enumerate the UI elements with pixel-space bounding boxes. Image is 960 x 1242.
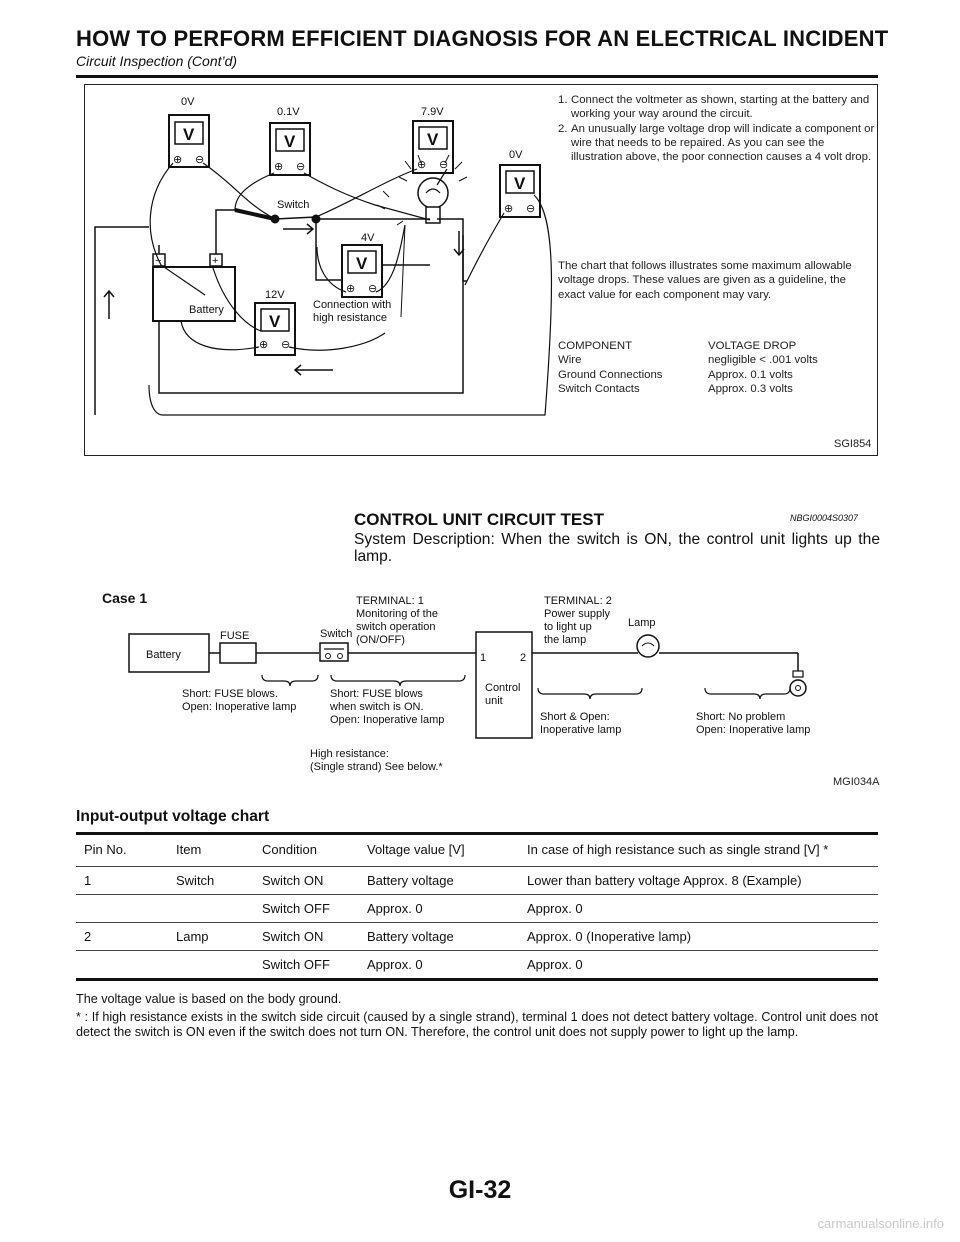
col-high-resistance: In case of high resistance such as single strand [V] * bbox=[527, 842, 829, 857]
fuse-note-line2: Open: Inoperative lamp bbox=[182, 701, 297, 713]
probe-minus-icon: ⊖ bbox=[195, 154, 205, 166]
meter-1 bbox=[169, 96, 209, 167]
cell-condition: Switch ON bbox=[262, 873, 324, 888]
instruction-step bbox=[558, 93, 876, 122]
lamp-icon bbox=[637, 635, 659, 657]
io-voltage-table bbox=[76, 832, 878, 981]
voltage-drop-instructions bbox=[558, 93, 876, 395]
high-resistance-line2: (Single strand) See below.* bbox=[310, 761, 443, 773]
table-header-row bbox=[76, 834, 878, 867]
row-component: Wire bbox=[558, 354, 582, 367]
section-reference: NBGI0004S0307 bbox=[790, 513, 859, 523]
header-rule bbox=[76, 75, 878, 78]
terminal1-line4: (ON/OFF) bbox=[356, 634, 405, 646]
cell-pin bbox=[76, 951, 168, 980]
terminal1-line3: switch operation bbox=[356, 621, 436, 633]
table-row bbox=[558, 382, 876, 396]
probe-minus-icon: ⊖ bbox=[281, 339, 291, 351]
cell-high-resistance: Approx. 0 (Inoperative lamp) bbox=[527, 929, 692, 944]
switch-note-line3: Open: Inoperative lamp bbox=[330, 714, 445, 726]
pin2-label: 2 bbox=[520, 652, 527, 664]
probe-minus-icon: ⊖ bbox=[296, 161, 306, 173]
fuse-note-line1: Short: FUSE blows. bbox=[182, 688, 278, 700]
terminal1-line2: Monitoring of the bbox=[356, 608, 438, 620]
meter-2-reading: 0.1V bbox=[277, 106, 300, 118]
switch-label: Switch bbox=[320, 628, 353, 640]
meter-2 bbox=[270, 106, 310, 175]
step-text: An unusually large voltage drop will indicate a component or wire that needs to be repaired. As you can see the illustration above, the poor connection causes a 4 volt drop. bbox=[571, 122, 875, 164]
pin1-label: 1 bbox=[480, 652, 487, 664]
battery-minus-terminal: − bbox=[155, 255, 162, 267]
col-condition: Condition bbox=[262, 842, 317, 857]
fuse-icon bbox=[220, 643, 256, 663]
terminal1-line1: TERMINAL: 1 bbox=[356, 595, 424, 607]
meter-1-reading: 0V bbox=[181, 96, 195, 108]
cell-item bbox=[168, 951, 254, 980]
probe-plus-icon: ⊕ bbox=[417, 159, 427, 171]
probe-minus-icon: ⊖ bbox=[439, 159, 449, 171]
figure-code: SGI854 bbox=[834, 438, 872, 450]
cell-voltage: Battery voltage bbox=[367, 873, 454, 888]
lamp-note-line1: Short: No problem bbox=[696, 711, 786, 723]
cell-high-resistance: Lower than battery voltage Approx. 8 (Example) bbox=[527, 873, 802, 888]
terminal2-line4: the lamp bbox=[544, 634, 587, 646]
power-note-line1: Short & Open: bbox=[540, 711, 610, 723]
table-row bbox=[558, 368, 876, 382]
connection-label-line1: Connection with bbox=[313, 299, 392, 311]
meter-4-reading: 0V bbox=[509, 149, 523, 161]
meter-2-symbol: V bbox=[284, 132, 296, 151]
cell-pin: 1 bbox=[84, 873, 92, 888]
row-voltage-drop: Approx. 0.3 volts bbox=[708, 382, 793, 395]
col-pin: Pin No. bbox=[84, 842, 127, 857]
note-high-resistance: * : If high resistance exists in the switch side circuit (caused by a single strand), terminal 1 does not detect battery voltage. Control unit does not detect the switch is ON even if the switch does not turn ON. Therefore, the control unit does not supply power to light up the lamp. bbox=[76, 1010, 878, 1039]
figure-code: MGI034A bbox=[833, 776, 880, 788]
table-row bbox=[76, 951, 878, 980]
voltage-drop-table bbox=[558, 339, 876, 396]
header-voltage-drop: VOLTAGE DROP bbox=[708, 340, 797, 352]
cell-pin: 2 bbox=[84, 929, 92, 944]
instruction-step bbox=[558, 122, 876, 165]
cell-condition: Switch OFF bbox=[262, 901, 330, 916]
step-text: Connect the voltmeter as shown, starting at the battery and working your way around the circuit. bbox=[571, 94, 870, 121]
page-subtitle: Circuit Inspection (Cont’d) bbox=[76, 53, 238, 69]
meter-4-symbol: V bbox=[514, 174, 526, 193]
meter-4 bbox=[500, 149, 540, 217]
note-ground: The voltage value is based on the body ground. bbox=[76, 992, 342, 1006]
watermark: carmanualsonline.info bbox=[817, 1216, 944, 1231]
control-unit-label-line1: Control bbox=[485, 682, 521, 694]
lamp-label: Lamp bbox=[628, 617, 656, 629]
switch-note-line2: when switch is ON. bbox=[330, 701, 424, 713]
notes bbox=[76, 992, 878, 1043]
switch-label: Switch bbox=[277, 199, 310, 211]
fuse-label: FUSE bbox=[220, 630, 250, 642]
cell-item: Switch bbox=[176, 873, 215, 888]
cell-voltage: Battery voltage bbox=[367, 929, 454, 944]
meter-3 bbox=[413, 106, 453, 173]
step-number: 2. bbox=[558, 122, 568, 135]
table-row bbox=[558, 353, 876, 367]
section-description: System Description: When the switch is ON, the control unit lights up the lamp. bbox=[354, 531, 880, 565]
control-unit-diagram bbox=[84, 585, 878, 795]
high-resistance-line1: High resistance: bbox=[310, 748, 389, 760]
control-unit-label-line2: unit bbox=[485, 695, 503, 707]
ground-icon bbox=[790, 680, 806, 696]
case-label: Case 1 bbox=[102, 590, 148, 606]
power-note-line2: Inoperative lamp bbox=[540, 724, 622, 736]
row-component: Switch Contacts bbox=[558, 382, 640, 395]
table-row bbox=[76, 923, 878, 951]
probe-minus-icon: ⊖ bbox=[368, 283, 378, 295]
battery-label: Battery bbox=[189, 304, 224, 316]
cell-voltage: Approx. 0 bbox=[367, 957, 423, 972]
switch-note-line1: Short: FUSE blows bbox=[330, 688, 423, 700]
connection-label-line2: high resistance bbox=[313, 312, 387, 324]
probe-plus-icon: ⊕ bbox=[259, 339, 269, 351]
cell-high-resistance: Approx. 0 bbox=[527, 957, 583, 972]
battery-plus-terminal: + bbox=[212, 255, 219, 267]
probe-plus-icon: ⊕ bbox=[346, 283, 356, 295]
row-voltage-drop: Approx. 0.1 volts bbox=[708, 368, 793, 381]
probe-minus-icon: ⊖ bbox=[526, 203, 536, 215]
meter-3-symbol: V bbox=[427, 130, 439, 149]
battery-label: Battery bbox=[146, 649, 181, 661]
meter-1-symbol: V bbox=[183, 125, 195, 144]
meter-6-symbol: V bbox=[269, 312, 281, 331]
cell-voltage: Approx. 0 bbox=[367, 901, 423, 916]
cell-pin bbox=[76, 895, 168, 923]
meter-5-reading: 4V bbox=[361, 232, 375, 244]
page-number: GI-32 bbox=[448, 1176, 512, 1204]
cell-condition: Switch OFF bbox=[262, 957, 330, 972]
col-voltage: Voltage value [V] bbox=[367, 842, 465, 857]
meter-3-reading: 7.9V bbox=[421, 106, 444, 118]
control-unit-figure bbox=[84, 585, 878, 795]
lamp-note-line2: Open: Inoperative lamp bbox=[696, 724, 811, 736]
chart-description: The chart that follows illustrates some maximum allowable voltage drops. These values are given as a guideline, the exact value for each component may vary. bbox=[558, 260, 852, 301]
cell-high-resistance: Approx. 0 bbox=[527, 901, 583, 916]
col-item: Item bbox=[176, 842, 202, 857]
switch-icon bbox=[320, 643, 348, 661]
row-component: Ground Connections bbox=[558, 368, 663, 381]
io-chart-title: Input-output voltage chart bbox=[76, 808, 270, 825]
cell-item bbox=[168, 895, 254, 923]
cell-item: Lamp bbox=[176, 929, 209, 944]
header-component: COMPONENT bbox=[558, 340, 633, 352]
terminal2-line3: to light up bbox=[544, 621, 592, 633]
meter-6-reading: 12V bbox=[265, 289, 285, 301]
terminal2-line1: TERMINAL: 2 bbox=[544, 595, 612, 607]
meter-6 bbox=[255, 289, 295, 355]
probe-plus-icon: ⊕ bbox=[274, 161, 284, 173]
row-voltage-drop: negligible < .001 volts bbox=[708, 354, 818, 367]
table-row bbox=[76, 895, 878, 923]
table-header bbox=[558, 339, 876, 353]
voltage-drop-figure bbox=[84, 84, 878, 456]
probe-plus-icon: ⊕ bbox=[173, 154, 183, 166]
step-number: 1. bbox=[558, 94, 568, 106]
cell-condition: Switch ON bbox=[262, 929, 324, 944]
meter-5 bbox=[342, 232, 382, 297]
section-title: CONTROL UNIT CIRCUIT TEST bbox=[354, 510, 604, 529]
meter-5-symbol: V bbox=[356, 254, 368, 273]
page-title: HOW TO PERFORM EFFICIENT DIAGNOSIS FOR AN ELECTRICAL INCIDENT bbox=[76, 26, 889, 51]
probe-plus-icon: ⊕ bbox=[504, 203, 514, 215]
terminal2-line2: Power supply bbox=[544, 608, 611, 620]
table-row bbox=[76, 867, 878, 895]
